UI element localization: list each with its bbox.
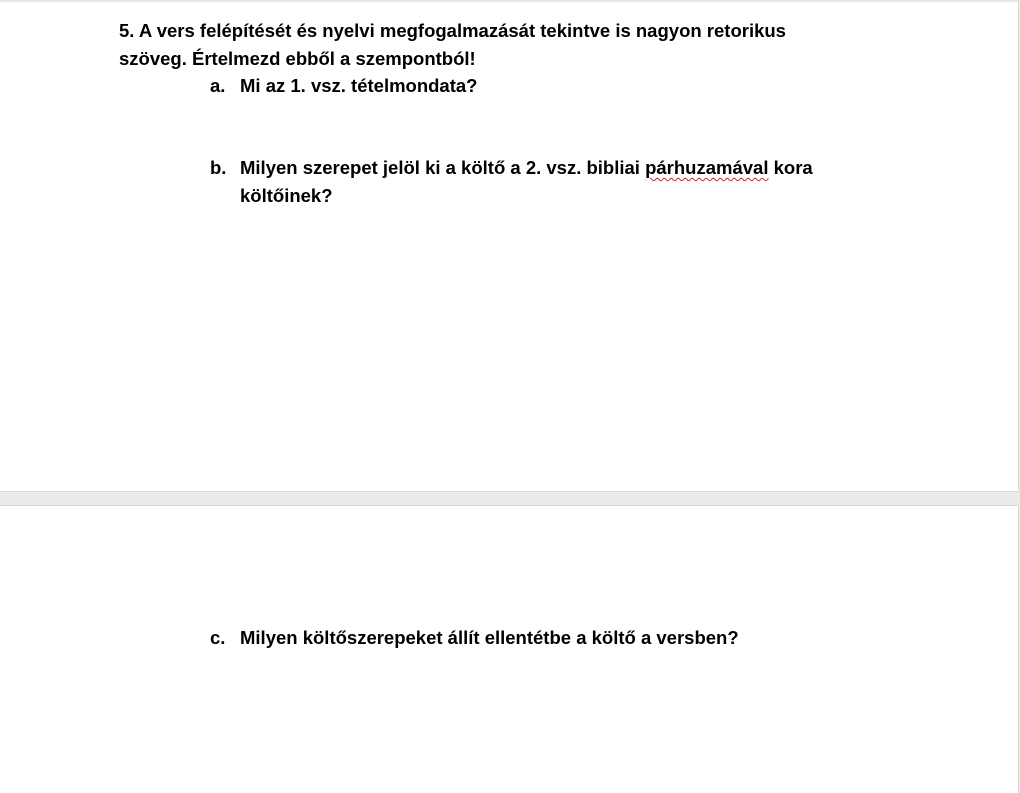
subquestion-c-marker: c. (210, 627, 226, 648)
subquestion-c-text: Milyen költőszerepeket állít ellentétbe a költő a versben? (240, 627, 739, 648)
subquestion-b-text-line-1 (240, 154, 813, 182)
question-number: 5. (119, 20, 135, 41)
subquestion-a-text: Mi az 1. vsz. tételmondata? (240, 75, 478, 96)
page-top-shadow (0, 0, 1018, 3)
subquestion-b-text-start: Milyen szerepet jelöl ki a költő a 2. vsz. bibliai (240, 157, 646, 178)
subquestion-b-marker: b. (210, 157, 227, 178)
question-text-line-2: szöveg. Értelmezd ebből a szempontból! (119, 48, 476, 69)
question-5-line-1 (119, 17, 786, 45)
subquestion-b-text-end: kora (768, 157, 813, 178)
subquestion-b-text-line-2: költőinek? (240, 185, 333, 206)
subquestion-a-marker: a. (210, 75, 226, 96)
question-text-line-1: A vers felépítését és nyelvi megfogalmazását tekintve is nagyon retorikus (138, 20, 786, 41)
spellcheck-flagged-word[interactable]: párhuzamával (645, 157, 769, 178)
